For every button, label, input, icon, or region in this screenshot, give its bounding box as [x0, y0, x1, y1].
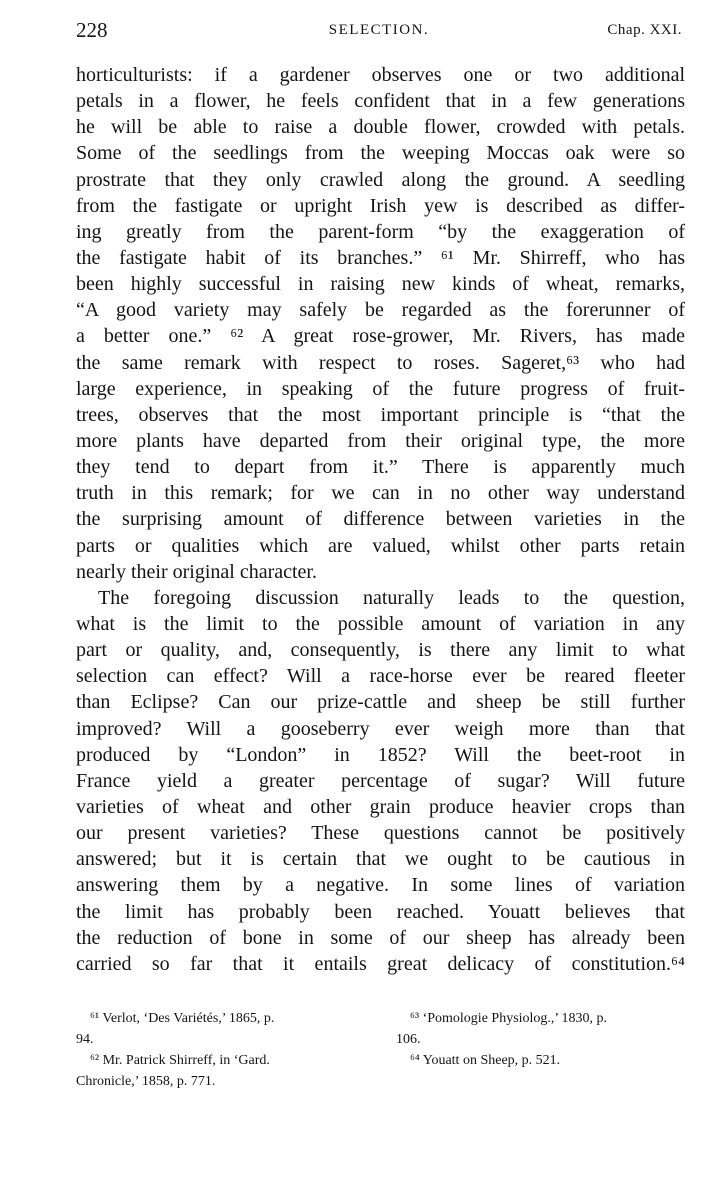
text-line: truth in this remark; for we can in no other way understand: [76, 482, 685, 505]
text-line: large experience, in speaking of the future progress of fruit-: [76, 377, 685, 400]
footnote-line: ⁶⁴ Youatt on Sheep, p. 521.: [410, 1053, 561, 1068]
text-line: answered; but it is certain that we ought to be cautious in: [76, 848, 685, 871]
text-line: more plants have departed from their original type, the more: [76, 429, 685, 452]
text-line: varieties of wheat and other grain produce heavier crops than: [76, 795, 685, 818]
text-line: he will be able to raise a double flower, crowded with petals.: [76, 116, 685, 139]
text-line: they tend to depart from it.” There is apparently much: [76, 456, 685, 479]
footnote-column-left: [76, 1008, 376, 1092]
text-line: the surprising amount of difference between varieties in the: [76, 508, 685, 531]
text-line: from the fastigate or upright Irish yew is described as differ-: [76, 194, 685, 217]
text-line: petals in a flower, he feels confident that in a few generations: [76, 90, 685, 113]
text-line: nearly their original character.: [76, 560, 317, 583]
text-line: than Eclipse? Can our prize-cattle and sheep be still further: [76, 691, 685, 714]
text-line: parts or qualities which are valued, whilst other parts retain: [76, 534, 685, 557]
page-number: 228: [76, 18, 108, 42]
chapter-reference: Chap. XXI.: [607, 22, 682, 38]
footnote-line: ⁶¹ Verlot, ‘Des Variétés,’ 1865, p.: [90, 1011, 275, 1026]
footnote-line: Chronicle,’ 1858, p. 771.: [76, 1074, 216, 1089]
text-line: what is the limit to the possible amount of variation in any: [76, 612, 685, 635]
text-line: part or quality, and, consequently, is there any limit to what: [76, 639, 685, 662]
footnote-line: ⁶³ ‘Pomologie Physiolog.,’ 1830, p.: [410, 1011, 608, 1026]
text-line: the limit has probably been reached. Youatt believes that: [76, 900, 685, 923]
footnote-column-right: [396, 1008, 696, 1071]
text-line: been highly successful in raising new kinds of wheat, remarks,: [76, 273, 685, 296]
text-line: horticulturists: if a gardener observes one or two additional: [76, 64, 685, 86]
text-line: our present varieties? These questions cannot be positively: [76, 822, 685, 845]
text-line: prostrate that they only crawled along the ground. A seedling: [76, 168, 685, 191]
text-line: “A good variety may safely be regarded as the forerunner of: [76, 299, 685, 322]
running-head: [76, 18, 682, 48]
text-line: answering them by a negative. In some lines of variation: [76, 874, 685, 897]
footnote-line: 94.: [76, 1032, 94, 1047]
paragraph: [76, 62, 685, 585]
footnote-line: ⁶² Mr. Patrick Shirreff, in ‘Gard.: [90, 1053, 270, 1068]
text-line: trees, observes that the most important principle is “that the: [76, 403, 685, 426]
text-line: The foregoing discussion naturally leads to the question,: [98, 586, 685, 609]
text-line: France yield a greater percentage of sugar? Will future: [76, 769, 685, 792]
text-line: carried so far that it entails great delicacy of constitution.⁶⁴: [76, 952, 685, 975]
text-line: the fastigate habit of its branches.” ⁶¹ Mr. Shirreff, who has: [76, 246, 685, 269]
text-line: ing greatly from the parent-form “by the exaggeration of: [76, 220, 685, 243]
text-line: produced by “London” in 1852? Will the beet-root in: [76, 743, 685, 766]
text-line: the same remark with respect to roses. Sageret,⁶³ who had: [76, 351, 685, 374]
footnote-line: 106.: [396, 1032, 421, 1047]
text-line: Some of the seedlings from the weeping Moccas oak were so: [76, 142, 685, 165]
text-line: a better one.” ⁶² A great rose-grower, Mr. Rivers, has made: [76, 325, 685, 348]
text-line: improved? Will a gooseberry ever weigh more than that: [76, 717, 685, 740]
body-text: [76, 62, 685, 977]
paragraph: [76, 585, 685, 977]
running-title: SELECTION.: [328, 22, 430, 38]
text-line: the reduction of bone in some of our sheep has already been: [76, 926, 685, 949]
text-line: selection can effect? Will a race-horse ever be reared fleeter: [76, 665, 685, 688]
